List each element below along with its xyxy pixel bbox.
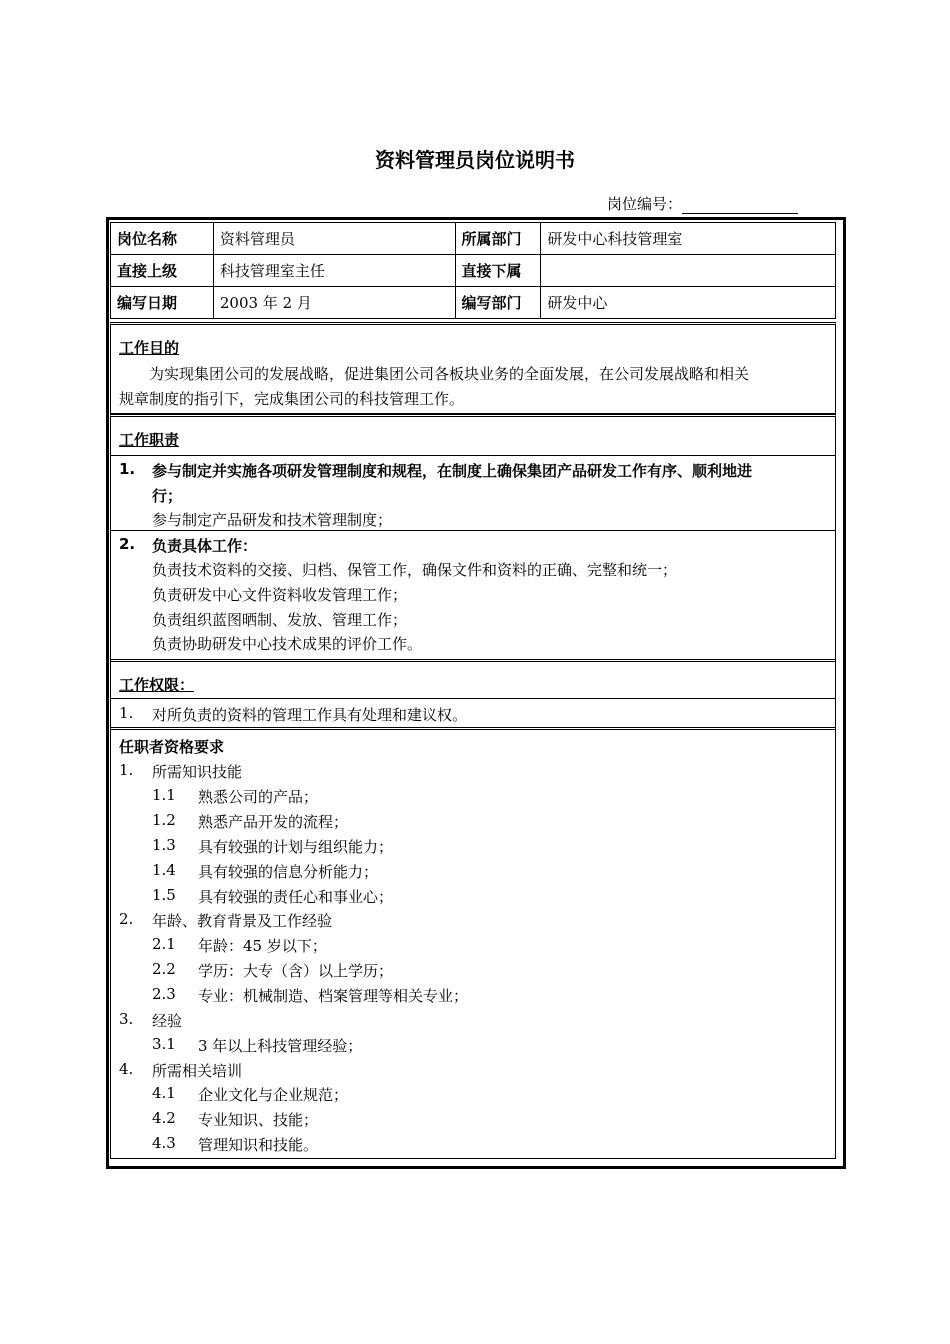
req-2-2-text: 学历：大专（含）以上学历； — [198, 962, 394, 980]
label-department: 所属部门 — [455, 223, 541, 255]
label-author-dept: 编写部门 — [455, 287, 541, 319]
duties-heading: 工作职责 — [119, 431, 180, 449]
req-1-4-number: 1.4 — [152, 861, 176, 879]
duty-2-item-1: 负责技术资料的交接、归档、保管工作，确保文件和资料的正确、完整和统一； — [152, 561, 678, 579]
req-3-number: 3. — [119, 1010, 134, 1028]
requirements-heading: 任职者资格要求 — [119, 738, 225, 756]
req-4-1-number: 4.1 — [152, 1084, 176, 1102]
req-1-2-text: 熟悉产品开发的流程； — [198, 813, 349, 831]
post-number-blank[interactable] — [682, 197, 798, 214]
purpose-heading: 工作目的 — [119, 339, 180, 357]
post-number-label: 岗位编号： — [607, 195, 683, 213]
req-1-1-number: 1.1 — [152, 786, 176, 804]
req-1-number: 1. — [119, 761, 134, 779]
req-2-3-number: 2.3 — [152, 985, 176, 1003]
req-3-1-number: 3.1 — [152, 1035, 176, 1053]
duty-2-block — [110, 530, 836, 661]
duty-1-line-2: 行； — [152, 487, 183, 505]
table-row — [111, 287, 836, 319]
req-4-3-text: 管理知识和技能。 — [198, 1136, 319, 1154]
req-2-number: 2. — [119, 910, 134, 928]
value-department: 研发中心科技管理室 — [541, 223, 836, 255]
duty-1-number: 1. — [119, 460, 136, 478]
req-4-2-number: 4.2 — [152, 1109, 176, 1127]
req-1-5-number: 1.5 — [152, 886, 176, 904]
req-2-2-number: 2.2 — [152, 960, 176, 978]
label-position-name: 岗位名称 — [111, 223, 214, 255]
post-number-field — [607, 193, 798, 214]
req-2-1-number: 2.1 — [152, 935, 176, 953]
value-supervisor: 科技管理室主任 — [213, 255, 455, 287]
divider — [111, 455, 835, 456]
req-4-2-text: 专业知识、技能； — [198, 1111, 319, 1129]
req-1-3-number: 1.3 — [152, 836, 176, 854]
duty-2-title: 负责具体工作： — [152, 537, 258, 555]
authority-text: 对所负责的资料的管理工作具有处理和建议权。 — [152, 706, 468, 724]
req-4-3-number: 4.3 — [152, 1134, 176, 1152]
req-2-1-text: 年龄：45 岁以下； — [198, 937, 327, 955]
basic-info-table — [110, 222, 836, 319]
label-date: 编写日期 — [111, 287, 214, 319]
duty-2-item-2: 负责研发中心文件资料收发管理工作； — [152, 586, 408, 604]
req-1-title: 所需知识技能 — [152, 763, 243, 781]
purpose-line-1: 为实现集团公司的发展战略，促进集团公司各板块业务的全面发展，在公司发展战略和相关 — [149, 365, 750, 383]
req-2-3-text: 专业：机械制造、档案管理等相关专业； — [198, 987, 469, 1005]
purpose-section — [110, 322, 836, 414]
req-3-title: 经验 — [152, 1012, 183, 1030]
authority-section — [110, 659, 836, 729]
duty-1-item-1: 参与制定产品研发和技术管理制度； — [152, 511, 393, 529]
req-4-title: 所需相关培训 — [152, 1062, 243, 1080]
req-1-4-text: 具有较强的信息分析能力； — [198, 863, 379, 881]
req-2-title: 年龄、教育背景及工作经验 — [152, 912, 333, 930]
value-author-dept: 研发中心 — [541, 287, 836, 319]
label-subordinates: 直接下属 — [455, 255, 541, 287]
purpose-line-2: 规章制度的指引下，完成集团公司的科技管理工作。 — [119, 390, 465, 408]
duties-section — [110, 414, 836, 530]
table-row — [111, 223, 836, 255]
duty-2-number: 2. — [119, 535, 136, 553]
req-1-2-number: 1.2 — [152, 811, 176, 829]
authority-heading: 工作权限： — [119, 676, 195, 694]
value-subordinates — [541, 255, 836, 287]
requirements-section — [110, 727, 836, 1159]
req-1-3-text: 具有较强的计划与组织能力； — [198, 838, 394, 856]
duty-1-line-1: 参与制定并实施各项研发管理制度和规程，在制度上确保集团产品研发工作有序、顺利地进 — [152, 462, 753, 480]
req-3-1-text: 3 年以上科技管理经验； — [198, 1037, 363, 1055]
req-4-1-text: 企业文化与企业规范； — [198, 1086, 349, 1104]
page-title: 资料管理员岗位说明书 — [375, 148, 575, 172]
req-1-5-text: 具有较强的责任心和事业心； — [198, 888, 394, 906]
divider — [111, 698, 835, 699]
value-date: 2003 年 2 月 — [213, 287, 455, 319]
duty-2-item-3: 负责组织蓝图晒制、发放、管理工作； — [152, 611, 408, 629]
table-row — [111, 255, 836, 287]
value-position-name: 资料管理员 — [213, 223, 455, 255]
label-supervisor: 直接上级 — [111, 255, 214, 287]
authority-number: 1. — [119, 704, 134, 722]
req-1-1-text: 熟悉公司的产品； — [198, 788, 319, 806]
duty-2-item-4: 负责协助研发中心技术成果的评价工作。 — [152, 635, 423, 653]
req-4-number: 4. — [119, 1060, 134, 1078]
